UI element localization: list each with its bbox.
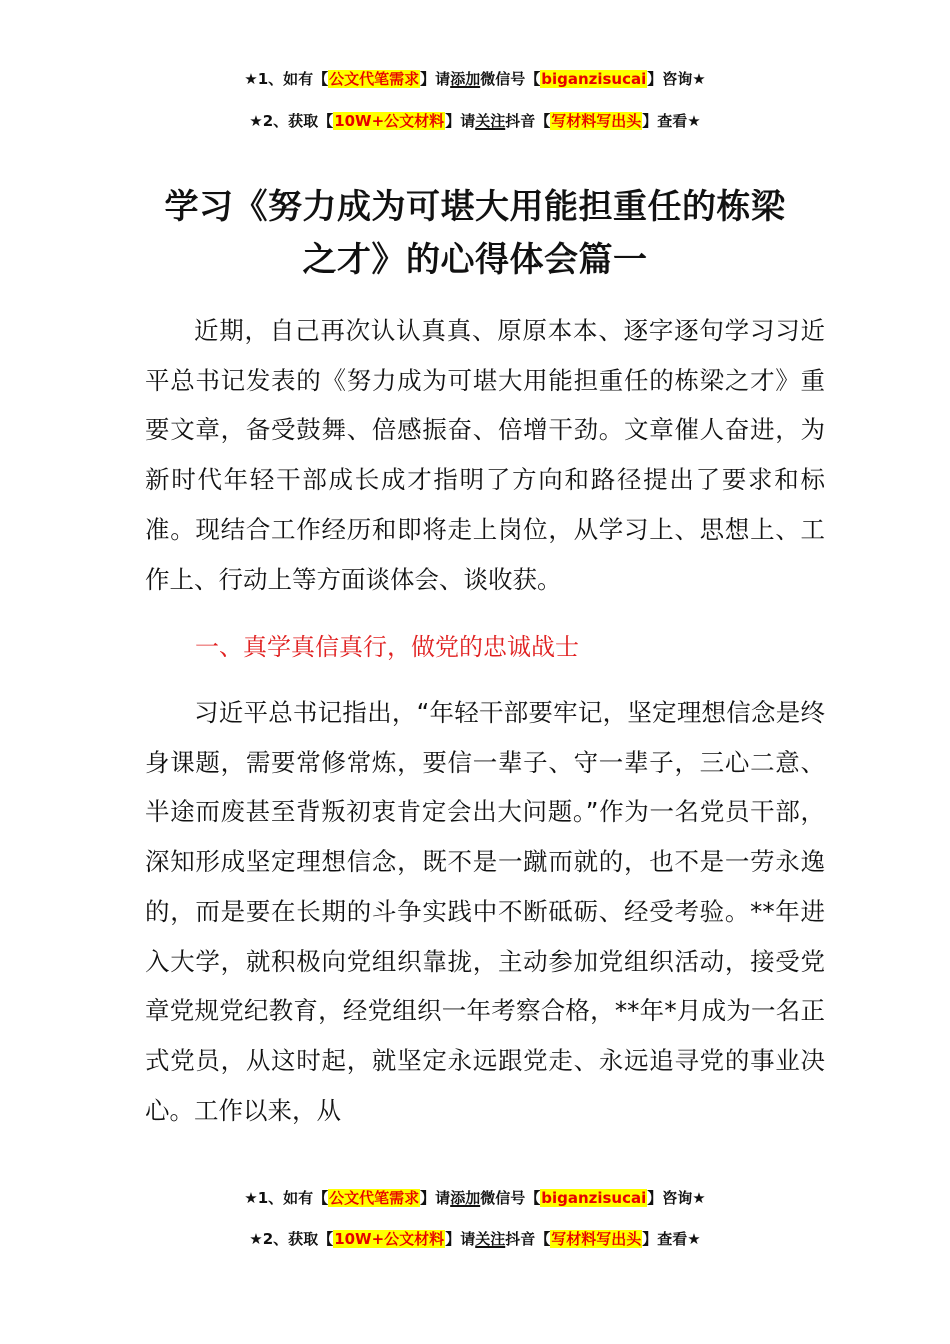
body-paragraph-2: 习近平总书记指出，“年轻干部要牢记，坚定理想信念是终身课题，需要常修常炼，要信一辈子、守一辈子，三心二意、半途而废甚至背叛初衷肯定会出大问题。”作为一名党员干部，深知形成坚定理想信念，既不是一蹴而就的，也不是一劳永逸的，而是要在长期的斗争实践中不断砥砺、经受考验。**年进入大学，就积极向党组织靠拢，主动参加党组织活动，接受党章党规党纪教育，经党组织一年考察合格，**年*月成为一名正式党员，从这时起，就坚定永远跟党走、永远追寻党的事业决心。工作以来，从 [145, 698, 825, 1125]
footer-ad-line-2 [0, 1228, 950, 1250]
body-paragraph-1: 近期，自己再次认认真真、原原本本、逐字逐句学习习近平总书记发表的《努力成为可堪大用能担重任的栋梁之才》重要文章，备受鼓舞、倍感振奋、倍增干劲。文章催人奋进，为新时代年轻干部成长成才指明了方向和路径提出了要求和标准。现结合工作经历和即将走上岗位，从学习上、思想上、工作上、行动上等方面谈体会、谈收获。 [145, 316, 825, 594]
document-title-line-2: 之才》的心得体会篇一 [302, 240, 648, 280]
ad-text: 抖音【 [505, 112, 551, 130]
header-ad-line-2 [0, 110, 950, 132]
ad-text: 微信号【 [480, 70, 541, 88]
ad-highlight-douyin-id: 写材料写出头 [551, 112, 642, 130]
footer-ad-line-1 [0, 1187, 950, 1209]
ad-underline-follow: 关注 [475, 1230, 506, 1248]
ad-highlight-service: 公文代笔需求 [329, 70, 420, 88]
header-ad-line-1 [0, 68, 950, 90]
ad-highlight-douyin-id: 写材料写出头 [551, 1230, 642, 1248]
ad-text: 】咨询★ [647, 1189, 706, 1207]
ad-text: 】请 [445, 1230, 476, 1248]
ad-text: 】请 [445, 112, 476, 130]
ad-text: 】查看★ [642, 1230, 701, 1248]
ad-highlight-wechat-id: biganzisucai [541, 1189, 647, 1207]
ad-underline-add: 添加 [450, 1189, 481, 1207]
ad-underline-add: 添加 [450, 70, 481, 88]
ad-highlight-wechat-id: biganzisucai [541, 70, 647, 88]
section-heading-1: 一、真学真信真行，做党的忠诚战士 [195, 633, 579, 661]
ad-highlight-materials: 10W+公文材料 [334, 112, 445, 130]
ad-underline-follow: 关注 [475, 112, 506, 130]
ad-text: ★1、如有【 [244, 70, 329, 88]
ad-text: 抖音【 [505, 1230, 551, 1248]
ad-text: ★1、如有【 [244, 1189, 329, 1207]
ad-highlight-service: 公文代笔需求 [329, 1189, 420, 1207]
ad-text: 】咨询★ [647, 70, 706, 88]
ad-text: ★2、获取【 [249, 112, 334, 130]
ad-text: 】请 [420, 1189, 451, 1207]
ad-text: 】查看★ [642, 112, 701, 130]
ad-text: 微信号【 [480, 1189, 541, 1207]
ad-highlight-materials: 10W+公文材料 [334, 1230, 445, 1248]
ad-text: ★2、获取【 [249, 1230, 334, 1248]
document-title-line-1: 学习《努力成为可堪大用能担重任的栋梁 [164, 187, 786, 227]
ad-text: 】请 [420, 70, 451, 88]
